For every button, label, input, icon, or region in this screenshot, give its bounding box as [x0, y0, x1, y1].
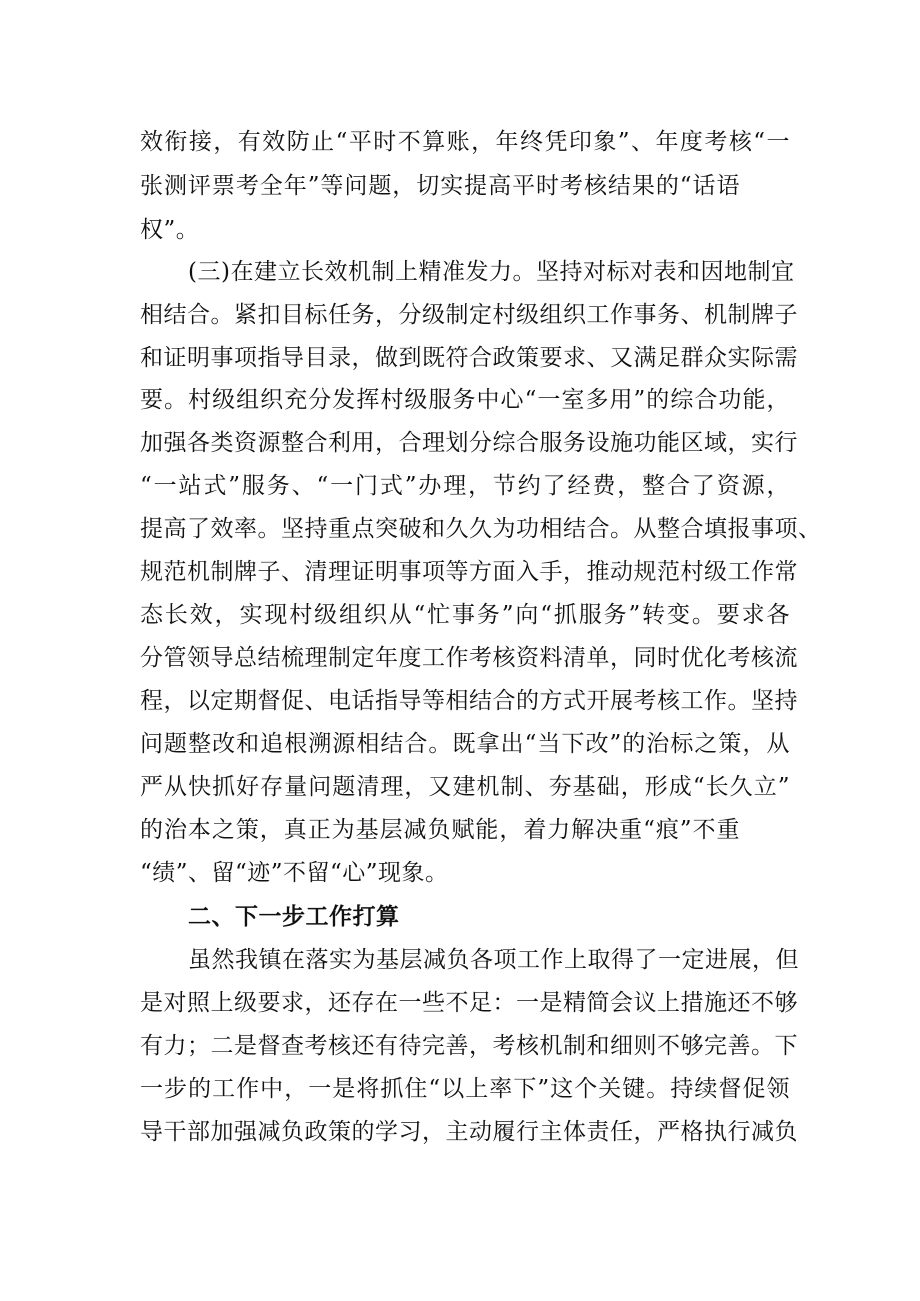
paragraph-line: 提高了效率。坚持重点突破和久久为功相结合。从整合填报事项、 [140, 516, 822, 542]
paragraph-line: 分管领导总结梳理制定年度工作考核资料清单，同时优化考核流 [140, 645, 798, 671]
paragraph-line: 的治本之策，真正为基层减负赋能，着力解决重“痕”不重 [140, 817, 740, 843]
paragraph-line: “一站式”服务、“一门式”办理，节约了经费，整合了资源， [140, 473, 790, 499]
paragraph-line: 规范机制牌子、清理证明事项等方面入手，推动规范村级工作常 [140, 559, 798, 585]
section-heading: 二、下一步工作打算 [188, 904, 400, 930]
paragraph-line: 一步的工作中，一是将抓住“以上率下”这个关键。持续督促领 [140, 1076, 790, 1102]
paragraph-line: 相结合。紧扣目标任务，分级制定村级组织工作事务、机制牌子 [140, 302, 798, 328]
paragraph-line: 和证明事项指导目录，做到既符合政策要求、又满足群众实际需 [140, 345, 798, 371]
paragraph-line: 导干部加强减负政策的学习，主动履行主体责任，严格执行减负 [140, 1119, 798, 1145]
paragraph-line: 有力；二是督查考核还有待完善，考核机制和细则不够完善。下 [140, 1033, 798, 1059]
paragraph-line: 态长效，实现村级组织从“忙事务”向“抓服务”转变。要求各 [140, 602, 790, 628]
paragraph-line: “绩”、留“迹”不留“心”现象。 [140, 860, 449, 886]
paragraph-line: 问题整改和追根溯源相结合。既拿出“当下改”的治标之策，从 [140, 731, 790, 757]
paragraph-line: 是对照上级要求，还存在一些不足：一是精简会议上措施还不够 [140, 990, 798, 1016]
paragraph-line: 加强各类资源整合利用，合理划分综合服务设施功能区域，实行 [140, 430, 798, 456]
paragraph-line: 程，以定期督促、电话指导等相结合的方式开展考核工作。坚持 [140, 688, 798, 714]
paragraph-line: 虽然我镇在落实为基层减负各项工作上取得了一定进展，但 [188, 947, 799, 973]
paragraph-line: 张测评票考全年”等问题，切实提高平时考核结果的“话语 [140, 173, 740, 199]
paragraph-line: 效衔接，有效防止“平时不算账，年终凭印象”、年度考核“一 [140, 129, 790, 155]
paragraph-line: 严从快抓好存量问题清理，又建机制、夯基础，形成“长久立” [140, 774, 790, 800]
paragraph-line: 要。村级组织充分发挥村级服务中心“一室多用”的综合功能， [140, 387, 790, 413]
paragraph-line: 权”。 [140, 217, 200, 243]
paragraph-line: (三)在建立长效机制上精准发力。坚持对标对表和因地制宜 [188, 259, 795, 285]
